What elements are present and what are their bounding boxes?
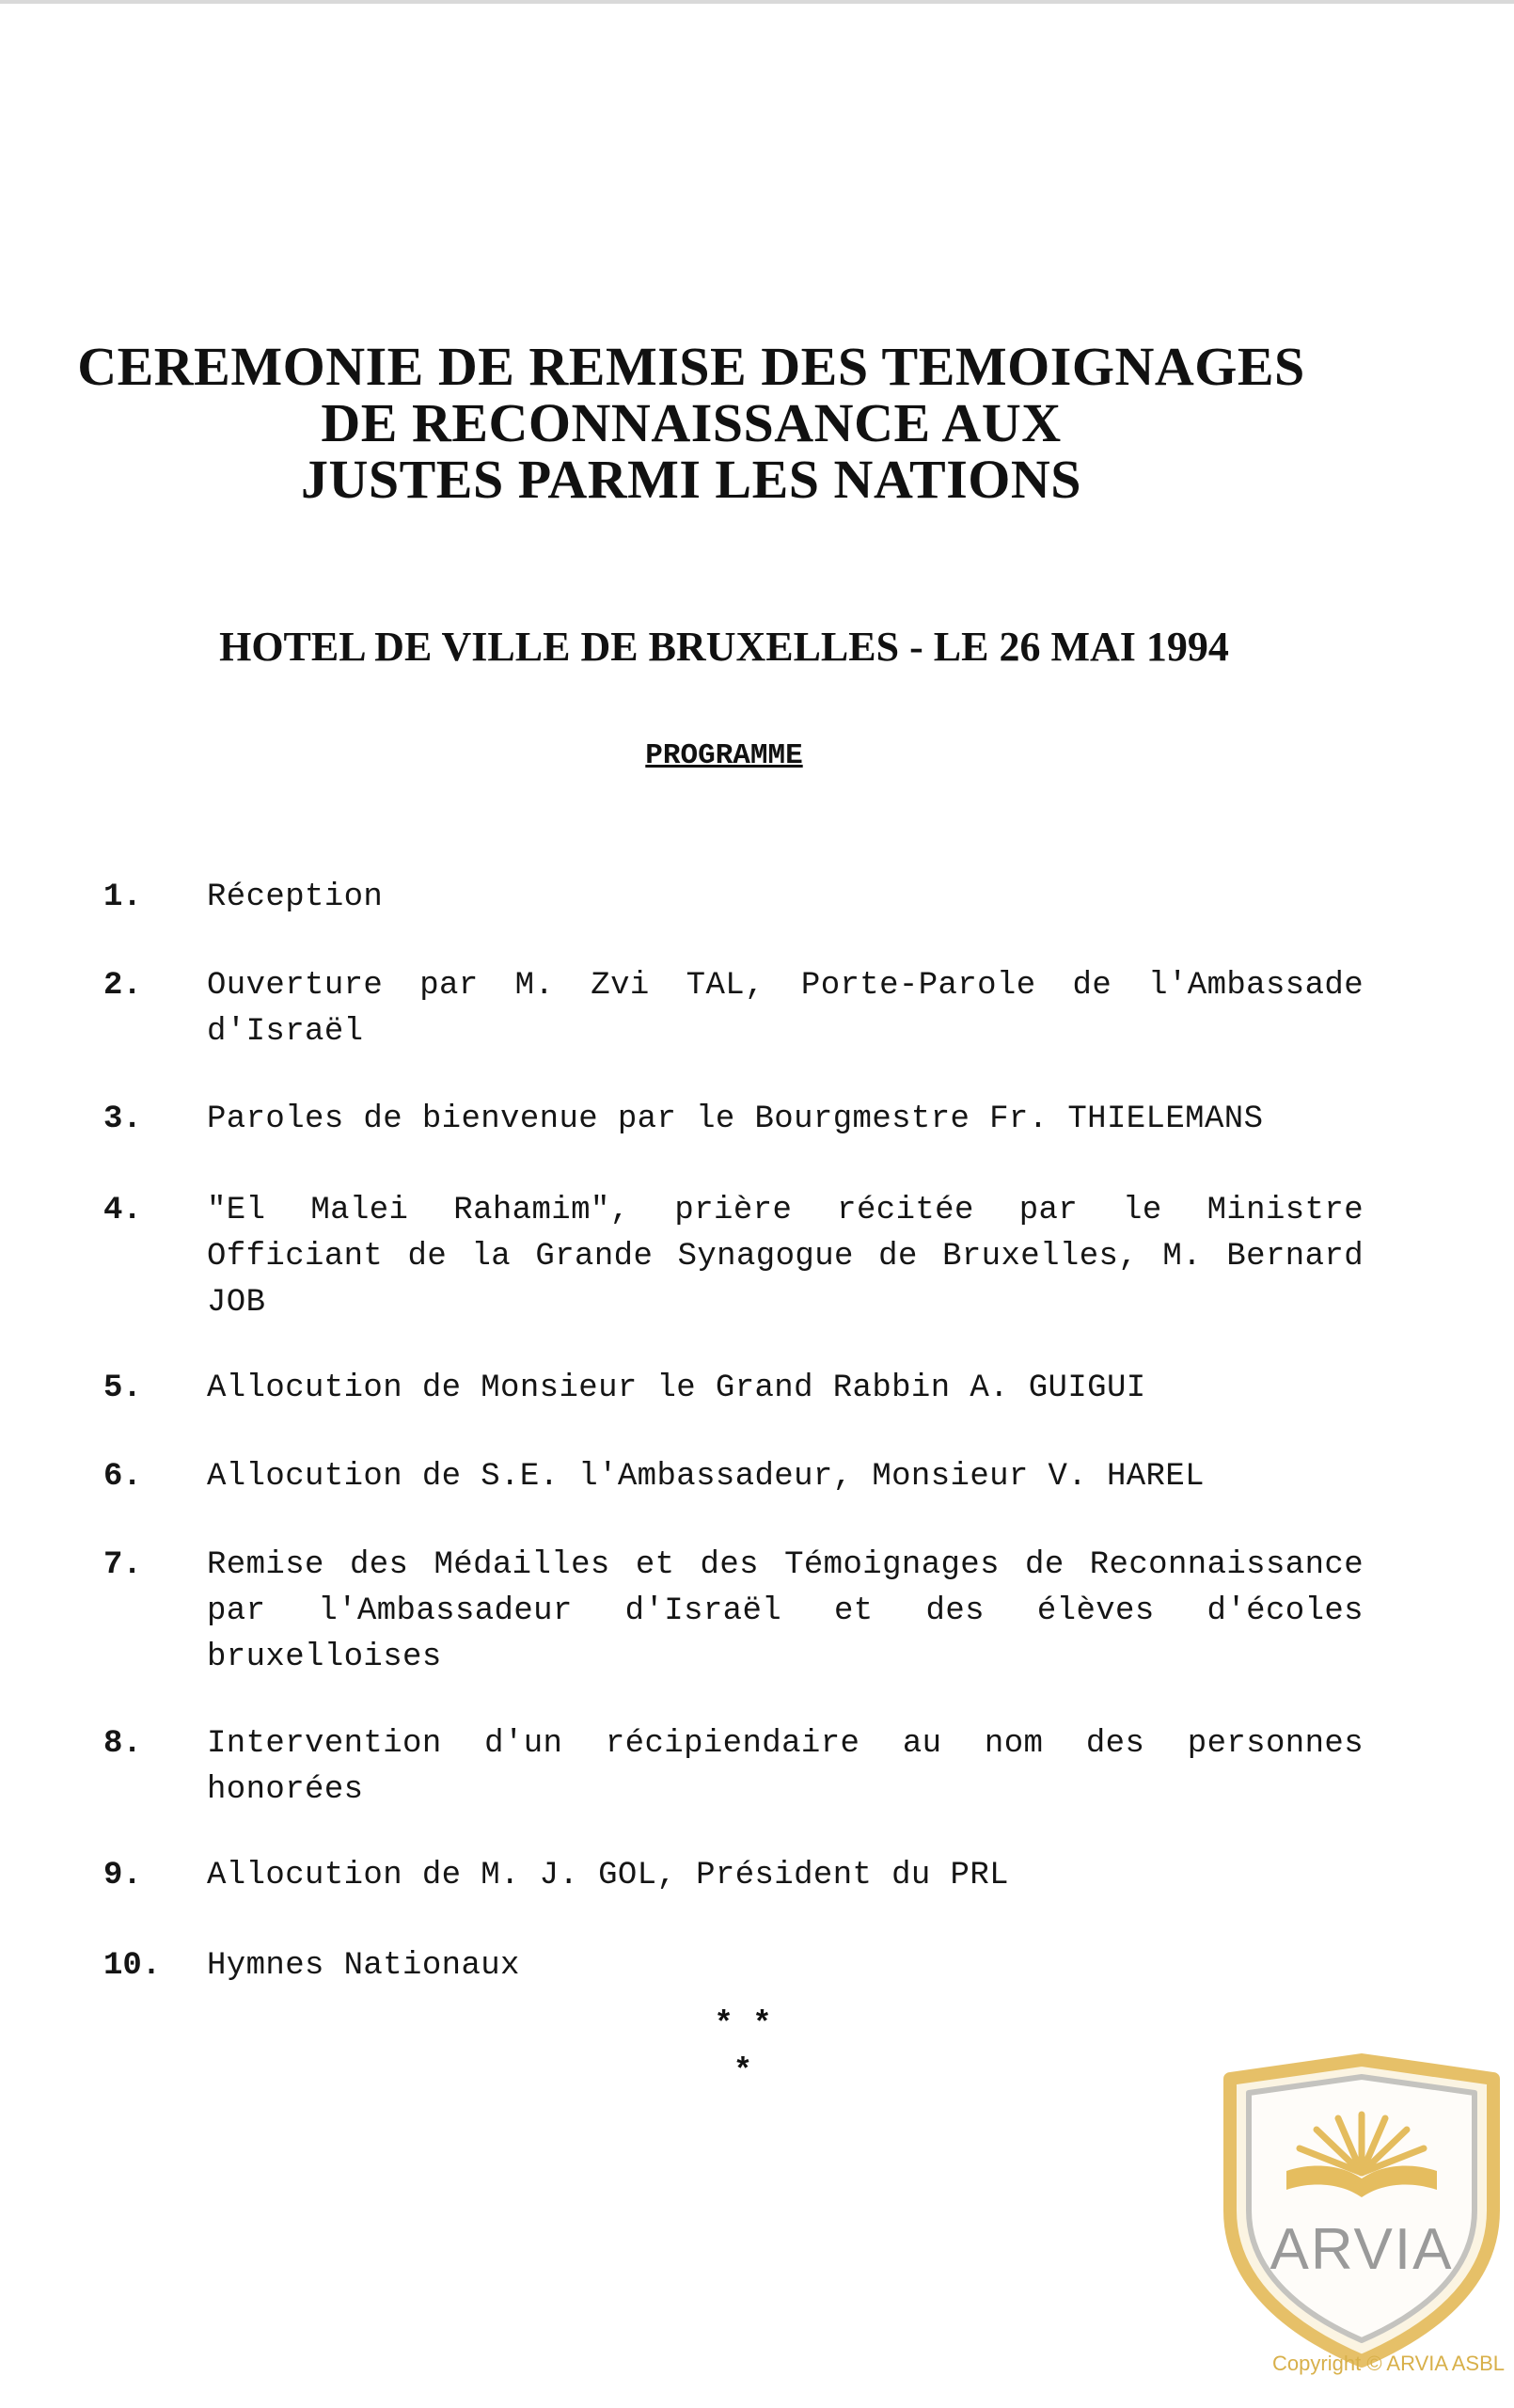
scan-top-edge	[0, 0, 1514, 4]
title-line-2: DE RECONNAISSANCE AUX	[321, 392, 1062, 453]
item-text: Hymnes Nationaux	[207, 1948, 520, 1984]
asterisks-line-1: * *	[714, 2007, 772, 2043]
item-text: Allocution de M. J. GOL, Président du PRL	[207, 1858, 1009, 1893]
item-text: Remise des Médailles et des Témoignages de Reconnaissance par l'Ambassadeur d'Israël et des élèves d'écoles bruxelloises	[207, 1547, 1364, 1675]
closing-asterisks	[696, 2002, 790, 2096]
item-text: Allocution de Monsieur le Grand Rabbin A. GUIGUI	[207, 1370, 1146, 1406]
item-number: 3.	[103, 1101, 142, 1137]
item-text: Réception	[207, 879, 384, 915]
document-title	[56, 336, 1326, 510]
item-number: 10.	[103, 1948, 162, 1984]
item-text: Intervention d'un récipiendaire au nom des personnes honorées	[207, 1726, 1364, 1808]
title-line-3: JUSTES PARMI LES NATIONS	[300, 449, 1082, 510]
title-line-1: CEREMONIE DE REMISE DES TEMOIGNAGES	[77, 336, 1305, 397]
item-text: Allocution de S.E. l'Ambassadeur, Monsieur V. HAREL	[207, 1459, 1205, 1495]
item-text: Ouverture par M. Zvi TAL, Porte-Parole de l'Ambassade d'Israël	[207, 968, 1364, 1050]
document-subtitle: HOTEL DE VILLE DE BRUXELLES - LE 26 MAI 1994	[219, 624, 1229, 670]
programme-heading: PROGRAMME	[645, 739, 803, 772]
asterisks-line-2: *	[733, 2054, 753, 2090]
copyright-notice: Copyright © ARVIA ASBL	[1272, 2352, 1505, 2375]
item-number: 1.	[103, 879, 142, 915]
item-number: 9.	[103, 1858, 142, 1893]
item-number: 4.	[103, 1193, 142, 1228]
item-number: 2.	[103, 968, 142, 1004]
item-number: 7.	[103, 1547, 142, 1583]
item-number: 5.	[103, 1370, 142, 1406]
item-text: Paroles de bienvenue par le Bourgmestre Fr. THIELEMANS	[207, 1101, 1264, 1137]
item-text: "El Malei Rahamim", prière récitée par le Ministre Officiant de la Grande Synagogue de Bruxelles, M. Bernard JOB	[207, 1193, 1364, 1321]
item-number: 8.	[103, 1726, 142, 1762]
item-number: 6.	[103, 1459, 142, 1495]
logo-text: ARVIA	[1270, 2217, 1454, 2282]
arvia-shield-book-icon	[1221, 2051, 1503, 2370]
